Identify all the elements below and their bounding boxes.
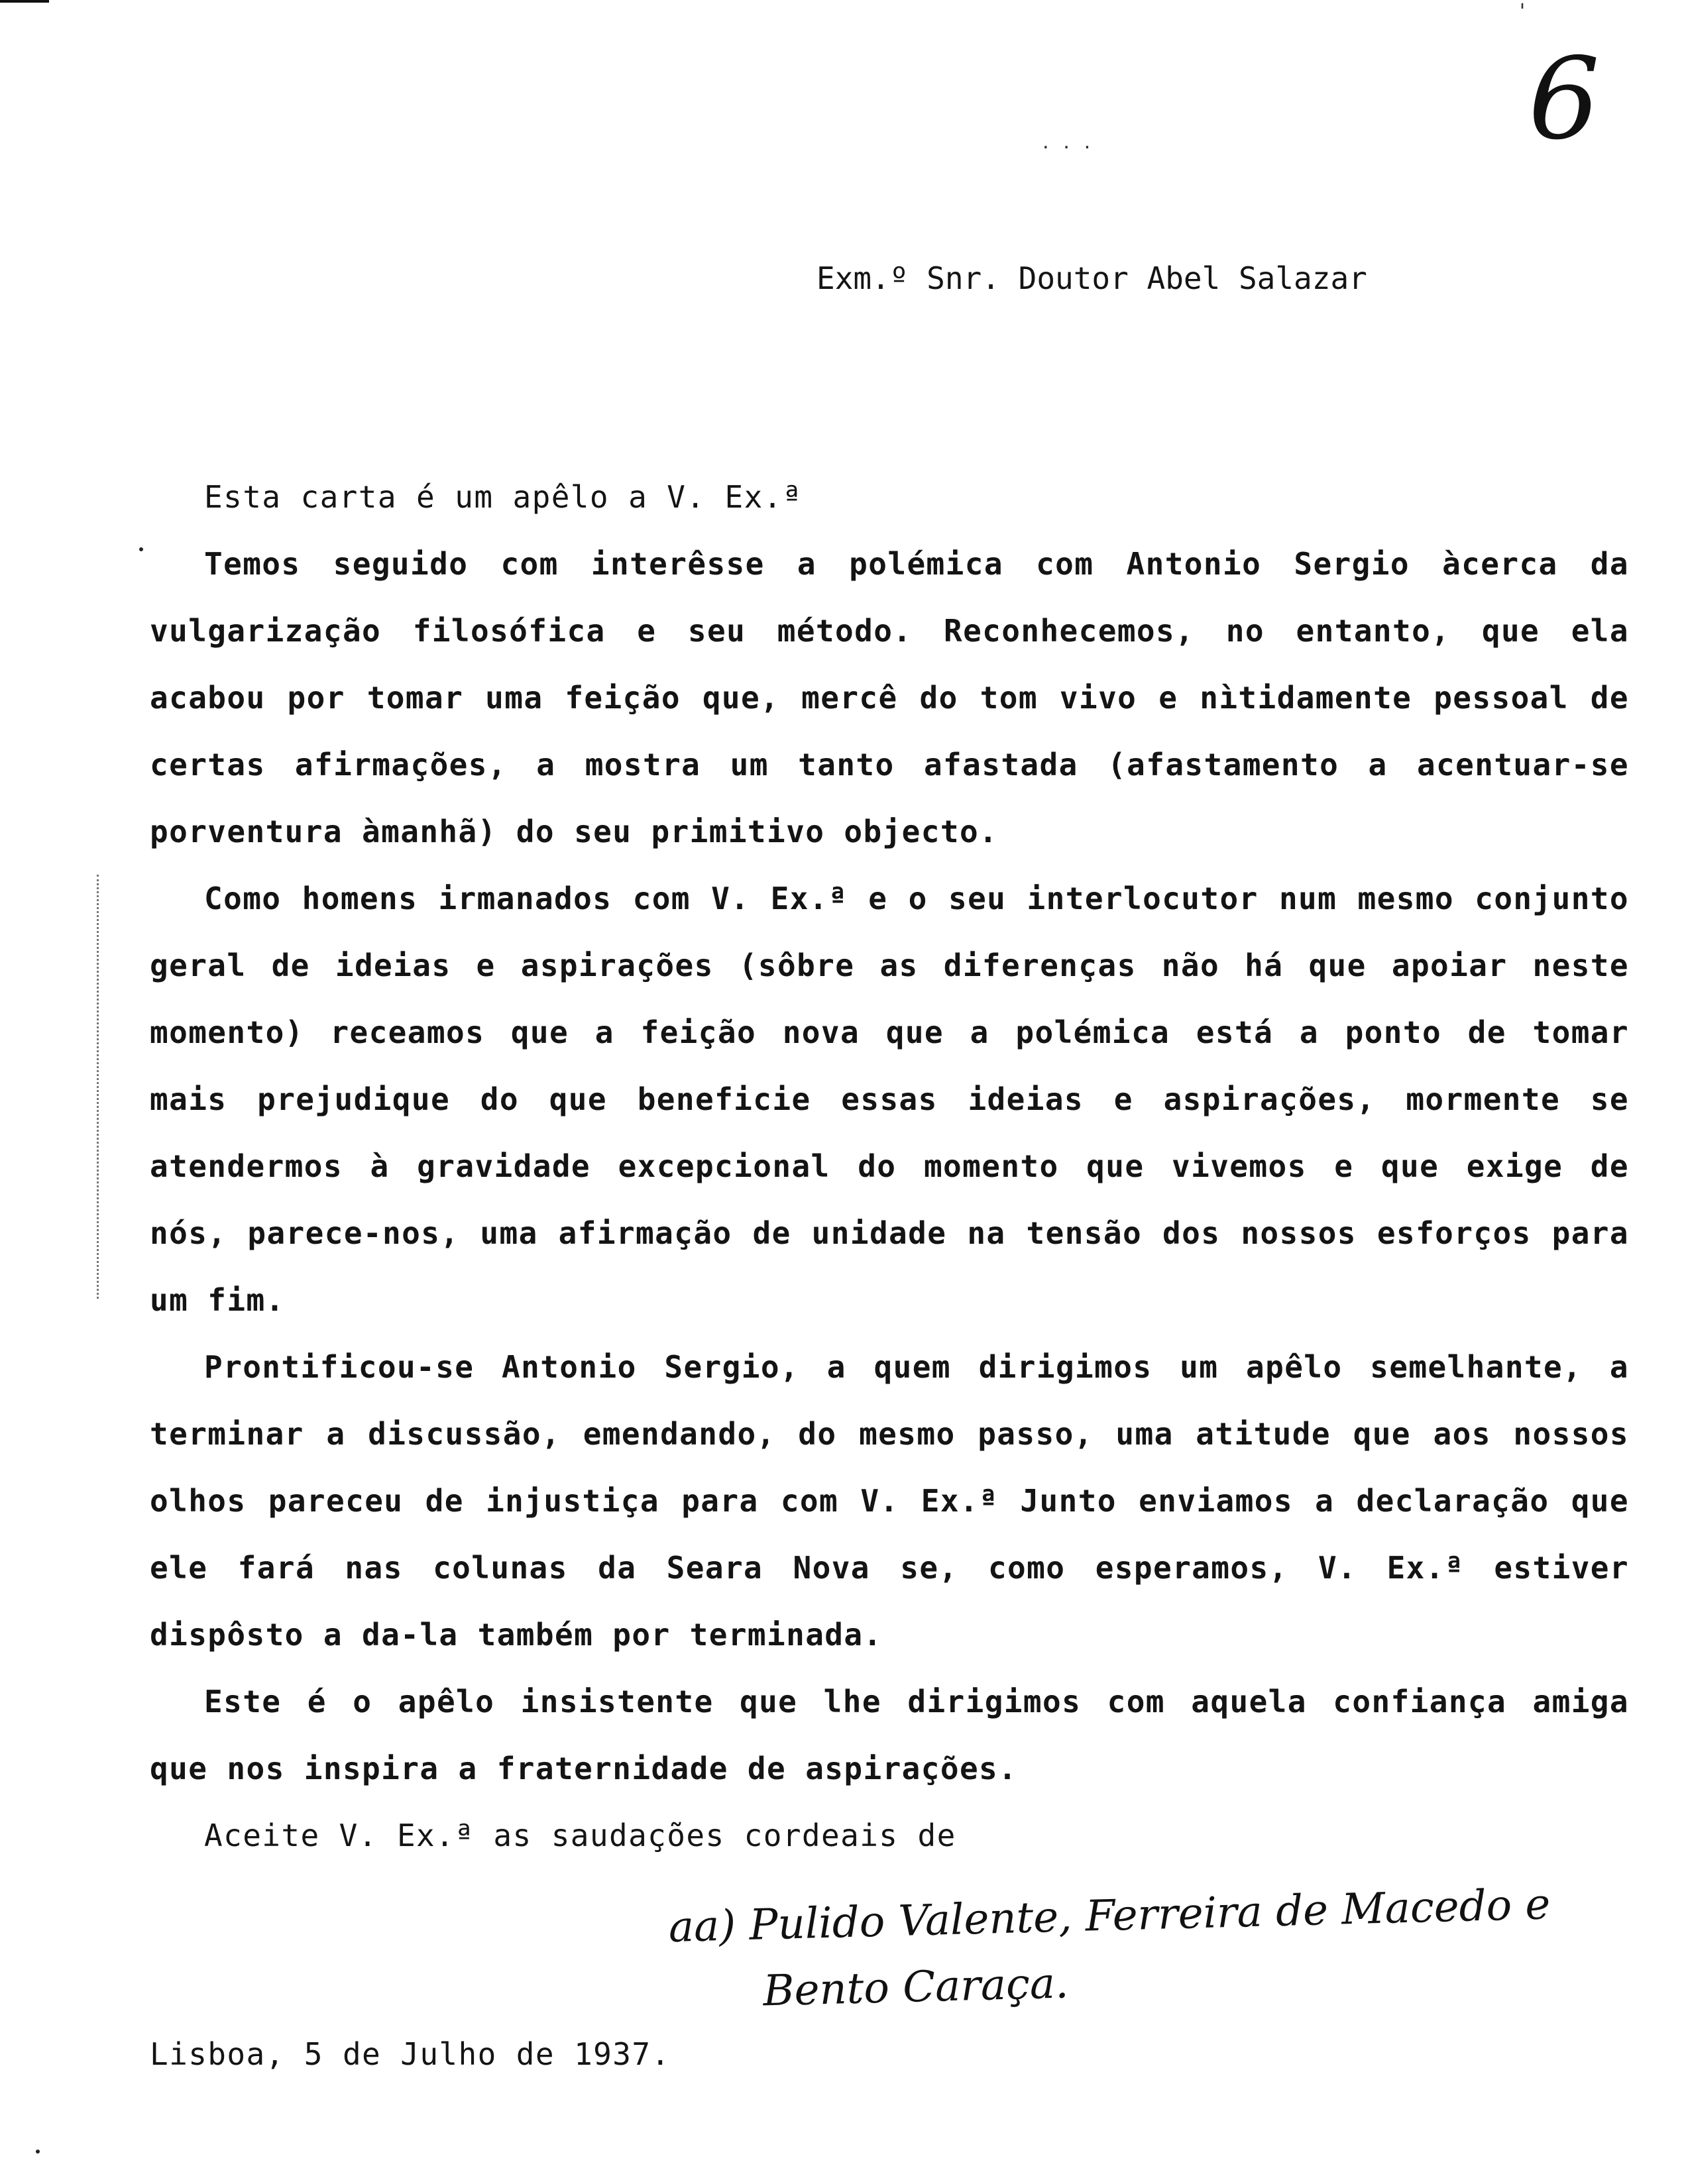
paragraph-concern: Como homens irmanados com V. Ex.ª e o seu interlocutor num mesmo conjunto geral de ideias e aspirações (sôbre as diferenças não há que apoiar neste momento) receamos que a feição nova que a polémica está a ponto de tomar mais prejudique do que beneficie essas ideias e aspirações, mormente se atendermos à gravidade excepcional do momento que vivemos e que exige de nós, parece-nos, uma afirmação de unidade na tensão dos nossos esforços para um fim. (150, 881, 1629, 1318)
margin-bullet (139, 547, 143, 551)
bottom-speck (36, 2150, 40, 2154)
corner-mark: ' (1516, 0, 1529, 23)
signature-line-1: aa) Pulido Valente, Ferreira de Macedo e (667, 1880, 1551, 1953)
paragraph-sergio: Prontificou-se Antonio Sergio, a quem dirigimos um apêlo semelhante, a terminar a discussão, emendando, do mesmo passo, uma atitude que aos nossos olhos pareceu de injustiça para com V. Ex.ª Junto enviamos a declaração que ele fará nas colunas da Seara Nova se, como esperamos, V. Ex.ª estiver dispôsto a da-la também por terminada. (150, 1349, 1629, 1653)
top-edge-rule (0, 0, 49, 3)
paragraph-closing: Aceite V. Ex.ª as saudações cordeais de (204, 1818, 956, 1853)
page-number: 6 (1528, 34, 1601, 165)
place-date: Lisboa, 5 de Julho de 1937. (150, 2036, 671, 2072)
addressee: Exm.º Snr. Doutor Abel Salazar (816, 260, 1367, 296)
margin-pencil-line (97, 875, 125, 1299)
signature-line-2: Bento Caraça. (762, 1959, 1070, 2016)
paragraph-opening: Esta carta é um apêlo a V. Ex.ª (204, 479, 802, 515)
stray-dots: · · · (1040, 138, 1093, 158)
paragraph-appeal: Este é o apêlo insistente que lhe dirigimos com aquela confiança amiga que nos inspira a fraternidade de aspirações. (150, 1684, 1629, 1786)
paragraph-polemic: Temos seguido com interêsse a polémica com Antonio Sergio àcerca da vulgarização filosófica e seu método. Reconhecemos, no entanto, que ela acabou por tomar uma feição que, mercê do tom vivo e nìtidamente pessoal de certas afirmações, a mostra um tanto afastada (afastamento a acentuar-se porventura àmanhã) do seu primitivo objecto. (150, 546, 1629, 849)
letter-body (150, 464, 1629, 1869)
handwritten-signatures (668, 1869, 1639, 2027)
